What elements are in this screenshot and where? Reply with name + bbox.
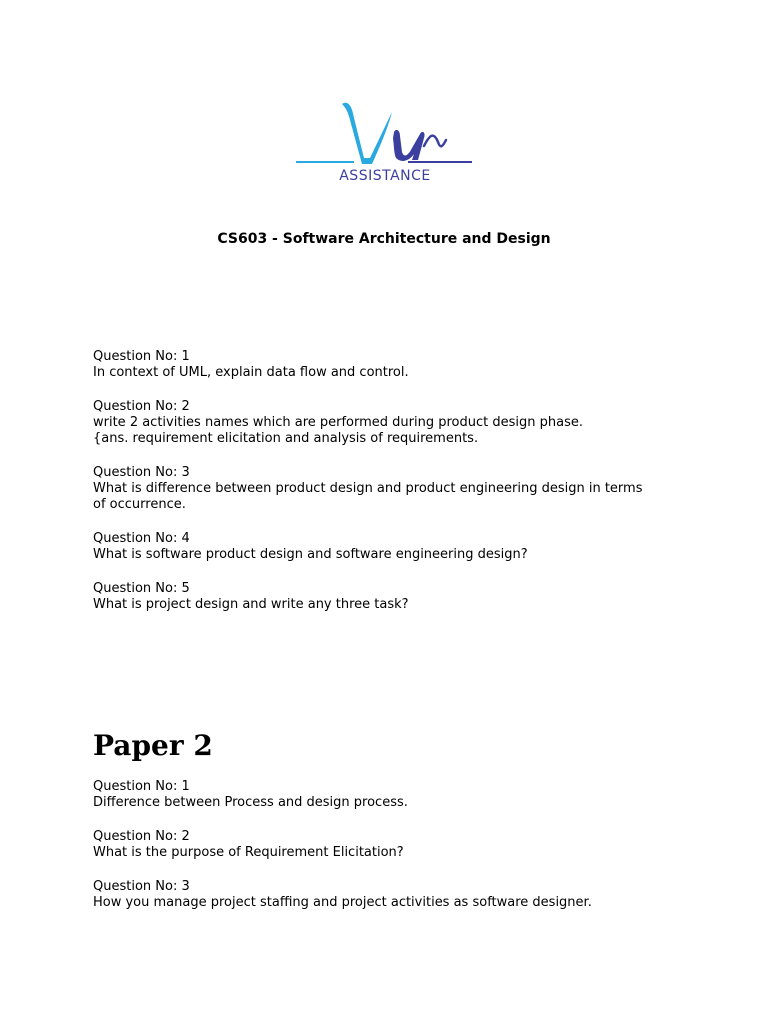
document-title: CS603 - Software Architecture and Design: [217, 231, 551, 247]
question-item: [93, 465, 683, 514]
question-number: Question No: 3: [93, 465, 190, 481]
question-number: Question No: 2: [93, 398, 190, 414]
question-text: What is software product design and software engineering design?: [93, 547, 528, 563]
vu-assistance-logo: [296, 98, 474, 190]
question-item: [93, 829, 683, 861]
question-text: What is the purpose of Requirement Elicitation?: [93, 845, 404, 861]
question-number: Question No: 5: [93, 581, 190, 597]
question-number: Question No: 2: [93, 828, 190, 844]
question-number: Question No: 1: [93, 349, 190, 364]
paper1-questions: [93, 349, 683, 631]
question-text: Difference between Process and design process.: [93, 795, 408, 811]
question-item: [93, 879, 683, 911]
paper2-questions: [93, 779, 683, 929]
paper-2-heading: Paper 2: [93, 729, 213, 762]
question-item: [93, 531, 683, 563]
question-text: How you manage project staffing and project activities as software designer.: [93, 895, 592, 911]
question-number: Question No: 1: [93, 779, 190, 794]
question-item: [93, 581, 683, 613]
question-item: [93, 349, 683, 381]
question-text: What is project design and write any three task?: [93, 597, 409, 613]
question-item: [93, 399, 683, 448]
question-number: Question No: 4: [93, 531, 190, 547]
question-item: [93, 779, 683, 811]
vu-logo-icon: [296, 98, 474, 170]
question-text: In context of UML, explain data flow and control.: [93, 365, 409, 381]
question-number: Question No: 3: [93, 878, 190, 894]
logo-brand-text: ASSISTANCE: [339, 168, 431, 184]
question-text: What is difference between product design and product engineering design in terms of occurrence.: [93, 481, 643, 513]
question-text: write 2 activities names which are performed during product design phase. {ans. requirement elicitation and analysis of requirements.: [93, 415, 584, 447]
